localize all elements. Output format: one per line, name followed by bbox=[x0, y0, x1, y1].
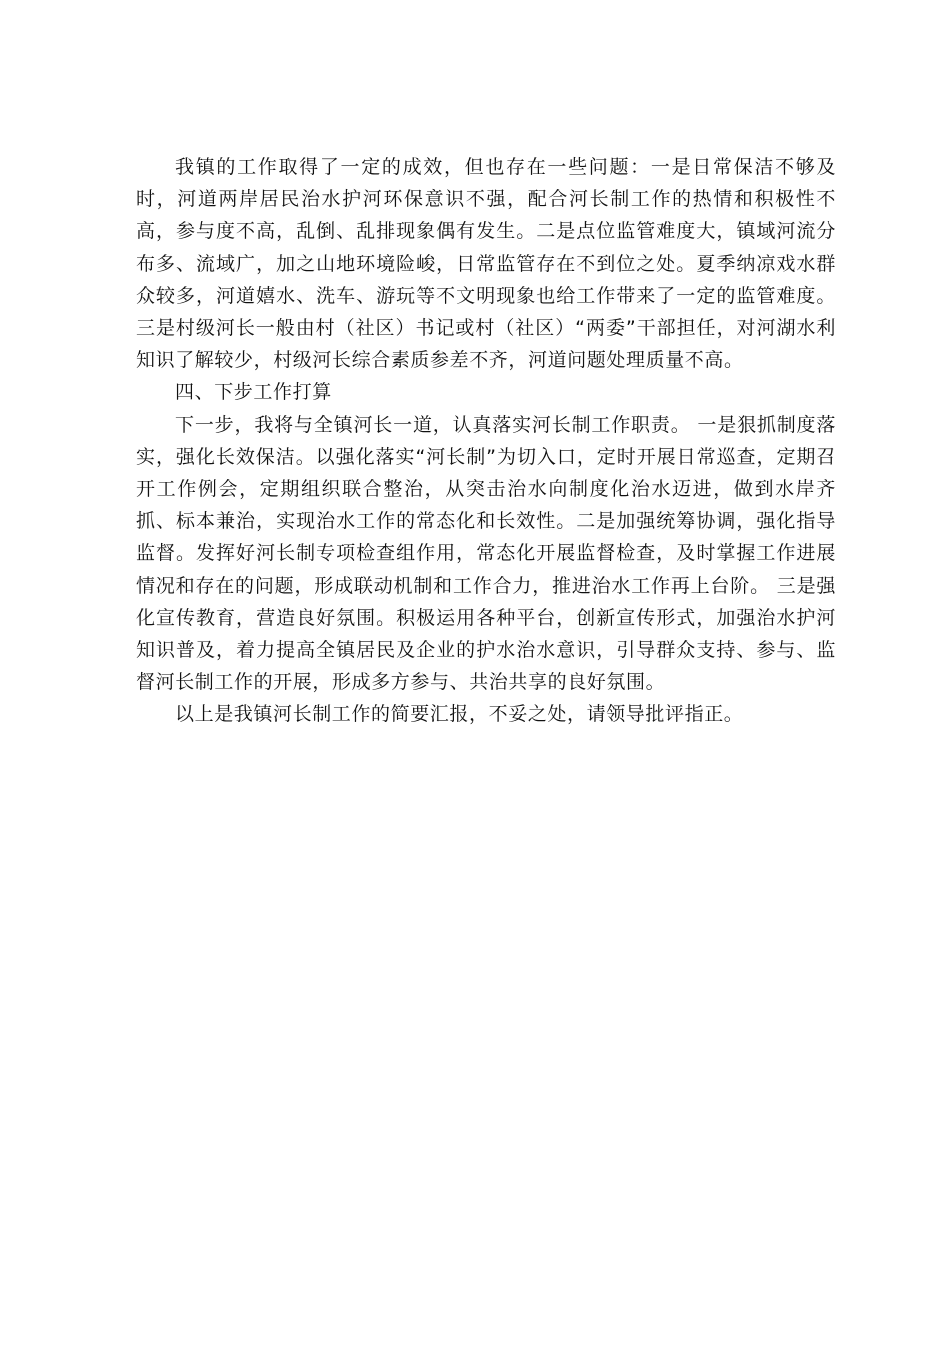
paragraph-problems: 我镇的工作取得了一定的成效，但也存在一些问题：一是日常保洁不够及时，河道两岸居民治水护河环保意识不强，配合河长制工作的热情和积极性不高，参与度不高，乱倒、乱排现象偶有发生。二是点位监管难度大，镇域河流分布多、流域广，加之山地环境险峻，日常监管存在不到位之处。夏季纳凉戏水群众较多，河道嬉水、洗车、游玩等不文明现象也给工作带来了一定的监管难度。 三是村级河长一般由村（社区）书记或村（社区）“两委”干部担任，对河湖水利知识了解较少，村级河长综合素质参差不齐，河道问题处理质量不高。 bbox=[136, 156, 836, 372]
document-body bbox=[136, 151, 836, 731]
paragraph-next-steps: 下一步，我将与全镇河长一道，认真落实河长制工作职责。 一是狠抓制度落实，强化长效保洁。以强化落实“河长制”为切入口，定时开展日常巡查，定期召开工作例会，定期组织联合整治，从突击治水向制度化治水迈进，做到水岸齐抓、标本兼治，实现治水工作的常态化和长效性。二是加强统筹协调，强化指导监督。发挥好河长制专项检查组作用，常态化开展监督检查，及时掌握工作进展情况和存在的问题，形成联动机制和工作合力，推进治水工作再上台阶。 三是强化宣传教育，营造良好氛围。积极运用各种平台，创新宣传形式，加强治水护河知识普及，着力提高全镇居民及企业的护水治水意识，引导群众支持、参与、监督河长制工作的开展，形成多方参与、共治共享的良好氛围。 bbox=[136, 413, 836, 694]
paragraph-closing: 以上是我镇河长制工作的简要汇报，不妥之处，请领导批评指正。 bbox=[175, 703, 744, 726]
section-heading-next-steps: 四、下步工作打算 bbox=[175, 381, 332, 404]
